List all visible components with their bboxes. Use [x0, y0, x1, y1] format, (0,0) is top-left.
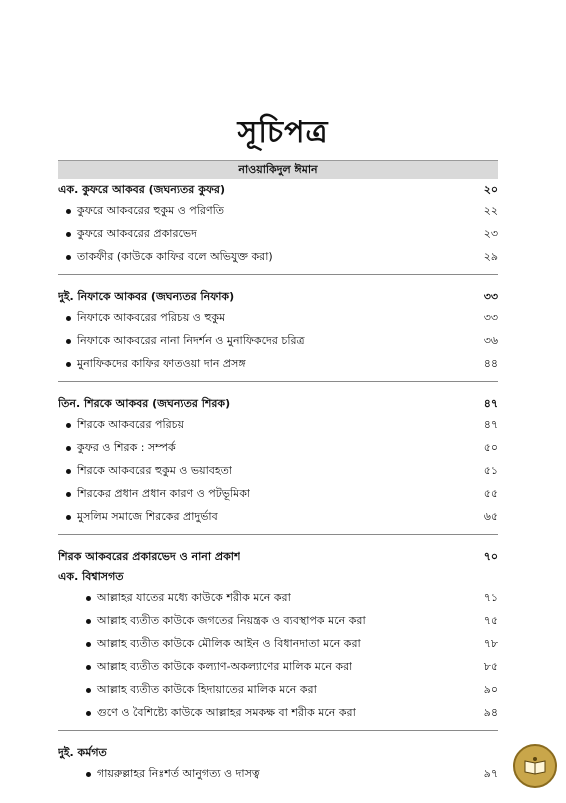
toc-item[interactable]	[58, 200, 498, 223]
toc-page-number: ৮৫	[483, 660, 498, 673]
toc-item[interactable]	[58, 506, 498, 529]
toc-page-number: ৪৪	[483, 357, 498, 370]
toc-item[interactable]	[58, 656, 498, 679]
toc-subheading-text: এক. বিশ্বাসগত	[58, 569, 124, 583]
bullet-icon	[66, 209, 71, 214]
bullet-icon	[66, 232, 71, 237]
toc-item-text: আল্লাহর যাতের মধ্যে কাউকে শরীক মনে করা	[97, 591, 291, 604]
toc-item-text: আল্লাহ ব্যতীত কাউকে হিদায়াতের মালিক মনে করা	[97, 683, 317, 696]
toc-item-text: কুফর ও শিরক : সম্পর্ক	[77, 441, 176, 454]
toc-item[interactable]	[58, 460, 498, 483]
bullet-icon	[66, 515, 71, 520]
toc-heading-text: এক. কুফরে আকবর (জঘন্যতর কুফর)	[58, 182, 226, 196]
toc-item-text: কুফরে আকবরের প্রকারভেদ	[77, 227, 197, 240]
toc-section-3	[58, 394, 498, 535]
toc-item[interactable]	[58, 633, 498, 656]
toc-page-number: ৯৪	[483, 706, 498, 719]
toc-item[interactable]	[58, 307, 498, 330]
toc-page-number: ২৩	[483, 227, 498, 240]
bullet-icon	[86, 665, 91, 670]
bullet-icon	[66, 362, 71, 367]
toc-item[interactable]	[58, 587, 498, 610]
toc-heading-text: তিন. শিরকে আকবর (জঘন্যতর শিরক)	[58, 396, 231, 410]
bullet-icon	[86, 642, 91, 647]
bullet-icon	[66, 255, 71, 260]
toc-item-text: শিরকে আকবরের হুকুম ও ভয়াবহতা	[77, 464, 233, 477]
toc-item-text: মুসলিম সমাজে শিরকের প্রাদুর্ভাব	[77, 510, 218, 523]
bullet-icon	[86, 596, 91, 601]
toc-item-text: মুনাফিকদের কাফির ফাতওয়া দান প্রসঙ্গ	[77, 357, 246, 370]
toc-page-number: ৭৫	[483, 614, 498, 627]
toc-item-text: শিরকের প্রধান প্রধান কারণ ও পটভূমিকা	[77, 487, 251, 500]
bullet-icon	[66, 469, 71, 474]
bullet-icon	[86, 772, 91, 777]
toc-item-text: শিরকে আকবরের পরিচয়	[77, 418, 185, 431]
toc-item[interactable]	[58, 679, 498, 702]
toc-page-number: ৯৭	[483, 767, 498, 780]
toc-item[interactable]	[58, 246, 498, 269]
bullet-icon	[66, 423, 71, 428]
toc-page-number: ৪৭	[483, 418, 498, 431]
toc-page-number: ৩৩	[483, 311, 498, 324]
toc-page-number: ২০	[483, 182, 498, 196]
toc-item[interactable]	[58, 437, 498, 460]
toc-heading[interactable]	[58, 394, 498, 414]
toc-heading-text: শিরক আকবরের প্রকারভেদ ও নানা প্রকাশ	[58, 549, 241, 563]
toc-item-text: তাকফীর (কাউকে কাফির বলে অভিযুক্ত করা)	[77, 250, 273, 263]
toc-heading[interactable]	[58, 287, 498, 307]
toc-page-number: ২২	[483, 204, 498, 217]
toc-section-1	[58, 180, 498, 275]
toc-heading[interactable]	[58, 180, 498, 200]
bullet-icon	[66, 316, 71, 321]
page-title: সূচিপত্র	[237, 115, 329, 150]
toc-page-number: ৫০	[483, 441, 498, 454]
toc-page-number: ৫১	[483, 464, 498, 477]
toc-page-number: ৭০	[483, 549, 498, 563]
toc-item-text: নিফাকে আকবরের নানা নিদর্শন ও মুনাফিকদের চরিত্র	[77, 334, 305, 347]
toc-section-4	[58, 547, 498, 731]
toc-item[interactable]	[58, 763, 498, 786]
toc-section-2	[58, 287, 498, 382]
toc-item-text: গুণে ও বৈশিষ্ট্যে কাউকে আল্লাহর সমকক্ষ বা শরীক মনে করা	[97, 706, 356, 719]
toc-section-5	[58, 743, 498, 791]
toc-page-number: ৩৬	[483, 334, 498, 347]
toc-item[interactable]	[58, 702, 498, 725]
toc-page-number: ৭৮	[483, 637, 498, 650]
toc-page-number: ৬৫	[483, 510, 498, 523]
toc-item-text: আল্লাহ ব্যতীত কাউকে কল্যাণ-অকল্যাণের মালিক মনে করা	[97, 660, 353, 673]
toc-heading[interactable]	[58, 547, 498, 567]
toc-page-number: ২৯	[483, 250, 498, 263]
chapter-banner: নাওয়াকিদুল ঈমান	[58, 160, 498, 179]
toc-page-number: ৩৩	[483, 289, 498, 303]
toc-item[interactable]	[58, 330, 498, 353]
toc-item[interactable]	[58, 414, 498, 437]
toc-heading-text: দুই. নিফাকে আকবর (জঘন্যতর নিফাক)	[58, 289, 235, 303]
bullet-icon	[86, 619, 91, 624]
toc-item-text: আল্লাহ ব্যতীত কাউকে জগতের নিয়ন্ত্রক ও ব্যবস্থাপক মনে করা	[97, 614, 366, 627]
toc-item-text: আল্লাহ ব্যতীত কাউকে মৌলিক আইন ও বিধানদাতা মনে করা	[97, 637, 361, 650]
bullet-icon	[66, 446, 71, 451]
table-of-contents	[58, 180, 498, 803]
toc-item-text: নিফাকে আকবরের পরিচয় ও হুকুম	[77, 311, 226, 324]
toc-item-text: কুফরে আকবরের হুকুম ও পরিণতি	[77, 204, 225, 217]
toc-subheading[interactable]	[58, 567, 498, 587]
toc-item[interactable]	[58, 483, 498, 506]
toc-item[interactable]	[58, 610, 498, 633]
toc-page-number: ৪৭	[483, 396, 498, 410]
toc-item[interactable]	[58, 353, 498, 376]
toc-page-number: ৯০	[483, 683, 498, 696]
bullet-icon	[86, 711, 91, 716]
toc-page-number: ৭১	[483, 591, 498, 604]
open-book-emblem-icon	[513, 744, 557, 788]
toc-subheading[interactable]	[58, 743, 498, 763]
toc-subheading-text: দুই. কর্মগত	[58, 745, 107, 759]
bullet-icon	[86, 688, 91, 693]
toc-page-number: ৫৫	[483, 487, 498, 500]
bullet-icon	[66, 492, 71, 497]
bullet-icon	[66, 339, 71, 344]
toc-item-text: গায়রুল্লাহর নিঃশর্ত আনুগত্য ও দাসত্ব	[97, 767, 260, 780]
toc-item[interactable]	[58, 223, 498, 246]
